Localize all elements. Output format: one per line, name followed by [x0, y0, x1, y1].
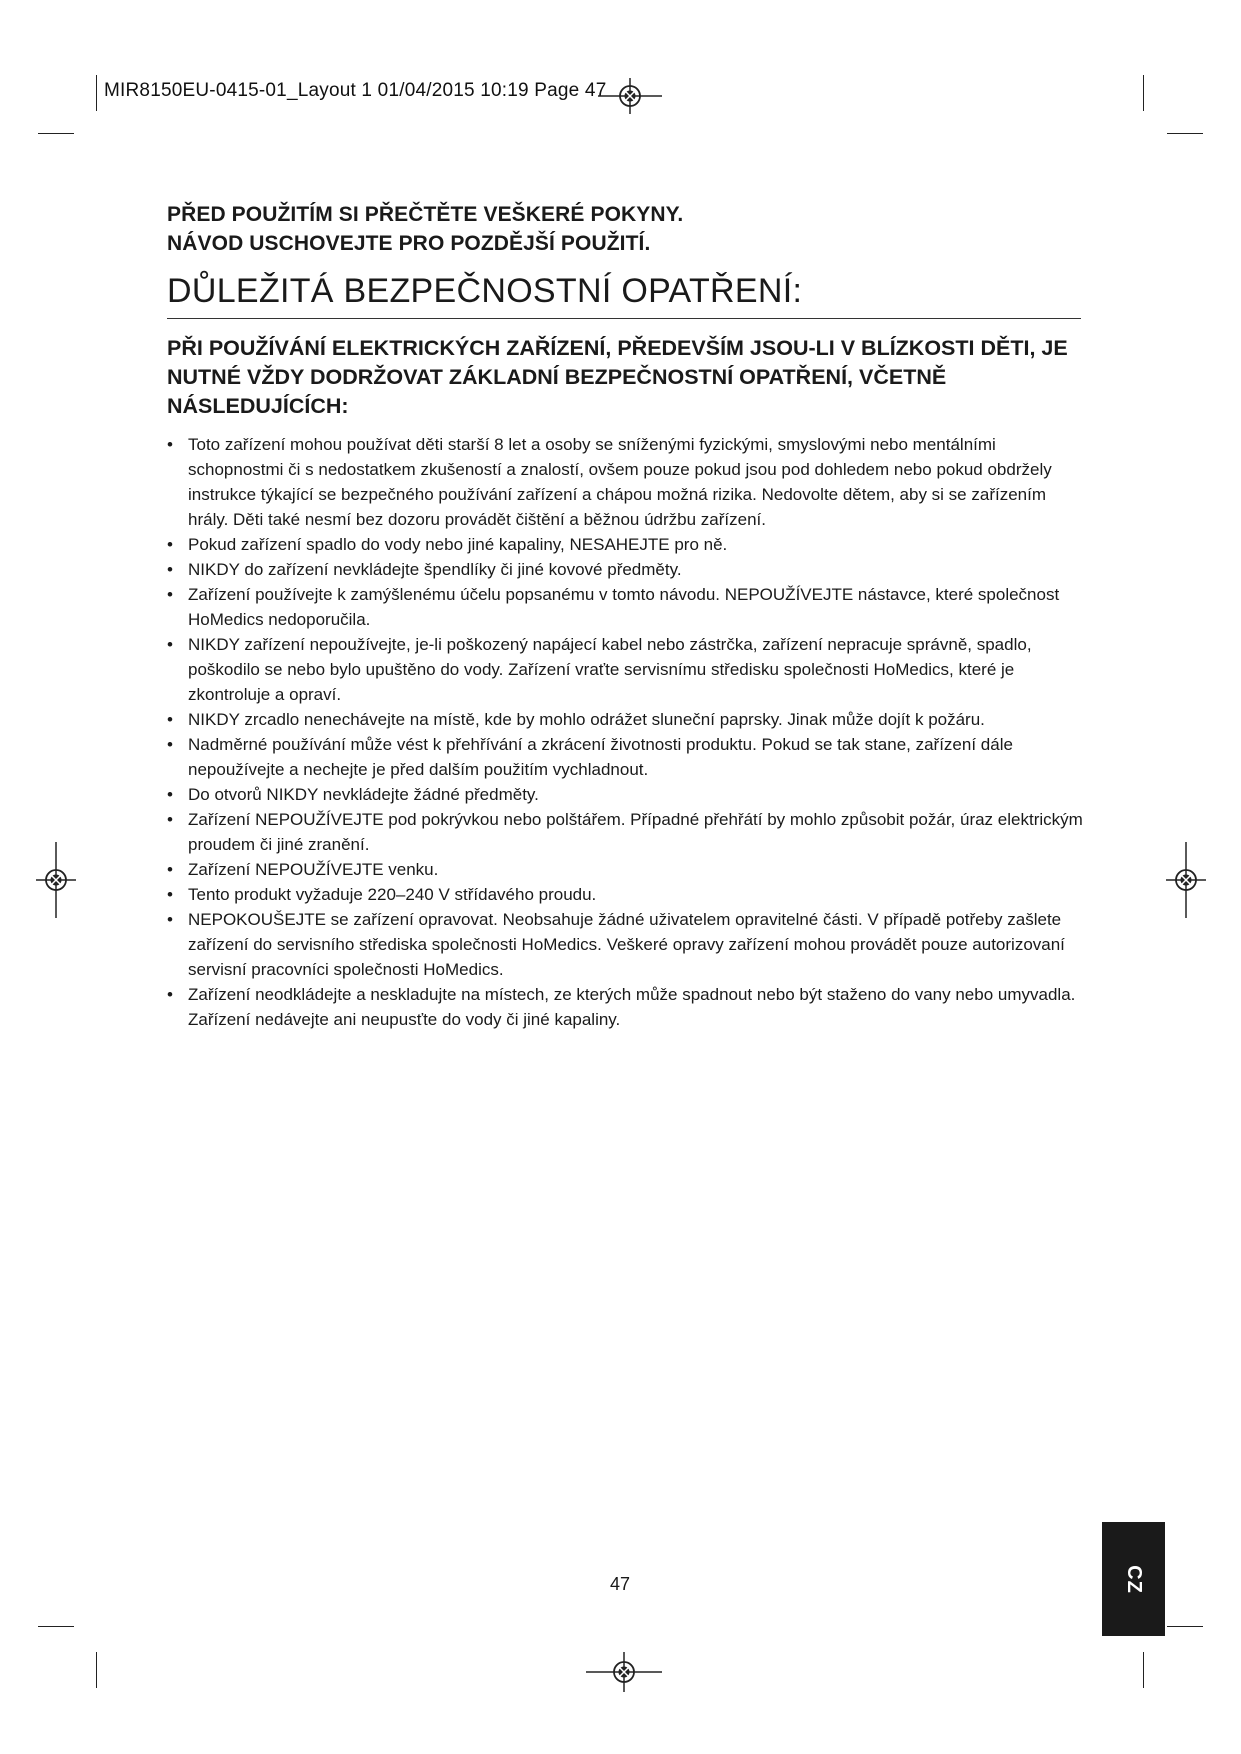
list-item — [167, 857, 1087, 882]
warning-text: Tento produkt vyžaduje 220–240 V střídavého proudu. — [188, 885, 597, 904]
list-item — [167, 807, 1087, 857]
registration-mark-left-icon — [36, 842, 76, 918]
warning-text: NEPOKOUŠEJTE se zařízení opravovat. Neobsahuje žádné uživatelem opravitelné části. V případě potřeby zašlete zařízení do servisního střediska společnosti HoMedics. Veškeré opravy zařízení mohou provádět pouze autorizovaní servisní pracovníci společnosti HoMedics. — [188, 910, 1065, 979]
bullet-icon: • — [167, 635, 173, 654]
bullet-icon: • — [167, 560, 173, 579]
list-item — [167, 432, 1087, 532]
warning-text: NIKDY zařízení nepoužívejte, je-li poškozený napájecí kabel nebo zástrčka, zařízení nepracuje správně, spadlo, poškodilo se nebo bylo upuštěno do vody. Zařízení vraťte servisnímu středisku společnosti HoMedics, které je zkontroluje a opraví. — [188, 635, 1032, 704]
page-title: DŮLEŽITÁ BEZPEČNOSTNÍ OPATŘENÍ: — [167, 272, 803, 310]
warning-text: Zařízení používejte k zamýšlenému účelu popsanému v tomto návodu. NEPOUŽÍVEJTE nástavce, které společnost HoMedics nedoporučila. — [188, 585, 1060, 629]
warnings-list — [167, 432, 1087, 1032]
list-item — [167, 707, 1087, 732]
registration-mark-bottom-icon — [586, 1652, 662, 1692]
bullet-icon: • — [167, 860, 173, 879]
printer-slug: MIR8150EU-0415-01_Layout 1 01/04/2015 10:19 Page 47 — [104, 80, 607, 101]
crop-mark-top-right-vertical — [1143, 75, 1144, 111]
bullet-icon: • — [167, 735, 173, 754]
list-item — [167, 557, 1087, 582]
list-item — [167, 782, 1087, 807]
list-item — [167, 882, 1087, 907]
list-item — [167, 732, 1087, 782]
bullet-icon: • — [167, 985, 173, 1004]
crop-mark-top-right-horizontal — [1167, 133, 1203, 134]
crop-mark-bottom-right-vertical — [1143, 1652, 1144, 1688]
safety-subheading: PŘI POUŽÍVÁNÍ ELEKTRICKÝCH ZAŘÍZENÍ, PŘEDEVŠÍM JSOU-LI V BLÍZKOSTI DĚTI, JE NUTNÉ VŽDY DODRŽOVAT ZÁKLADNÍ BEZPEČNOSTNÍ OPATŘENÍ, VČETNĚ NÁSLEDUJÍCÍCH: — [167, 336, 1068, 418]
warning-text: NIKDY zrcadlo nenechávejte na místě, kde by mohlo odrážet sluneční paprsky. Jinak může dojít k požáru. — [188, 710, 985, 729]
title-divider — [167, 318, 1081, 319]
warning-text: Zařízení NEPOUŽÍVEJTE pod pokrývkou nebo polštářem. Případné přehřátí by mohlo způsobit požár, úraz elektrickým proudem či jiné zranění. — [188, 810, 1083, 854]
crop-mark-bottom-left-vertical — [96, 1652, 97, 1688]
list-item — [167, 582, 1087, 632]
page-number: 47 — [609, 1574, 631, 1594]
bullet-icon: • — [167, 710, 173, 729]
intro-line-keep-manual: NÁVOD USCHOVEJTE PRO POZDĚJŠÍ POUŽITÍ. — [167, 232, 651, 255]
intro-line-read-all: PŘED POUŽITÍM SI PŘEČTĚTE VEŠKERÉ POKYNY. — [167, 203, 684, 226]
warning-text: NIKDY do zařízení nevkládejte špendlíky či jiné kovové předměty. — [188, 560, 682, 579]
language-code: CZ — [1122, 1564, 1145, 1594]
bullet-icon: • — [167, 535, 173, 554]
list-item — [167, 907, 1087, 982]
list-item — [167, 982, 1087, 1032]
crop-mark-top-left-horizontal — [38, 133, 74, 134]
warning-text: Zařízení NEPOUŽÍVEJTE venku. — [188, 860, 439, 879]
list-item — [167, 632, 1087, 707]
registration-mark-top-icon — [598, 76, 662, 116]
bullet-icon: • — [167, 885, 173, 904]
warning-text: Do otvorů NIKDY nevkládejte žádné předměty. — [188, 785, 539, 804]
language-tab — [1102, 1522, 1165, 1636]
bullet-icon: • — [167, 810, 173, 829]
bullet-icon: • — [167, 435, 173, 454]
bullet-icon: • — [167, 785, 173, 804]
intro-instructions — [167, 200, 683, 258]
bullet-icon: • — [167, 585, 173, 604]
warning-text: Pokud zařízení spadlo do vody nebo jiné kapaliny, NESAHEJTE pro ně. — [188, 535, 728, 554]
bullet-icon: • — [167, 910, 173, 929]
warning-text: Nadměrné používání může vést k přehřívání a zkrácení životnosti produktu. Pokud se tak stane, zařízení dále nepoužívejte a nechejte je před dalším použitím vychladnout. — [188, 735, 1013, 779]
registration-mark-right-icon — [1166, 842, 1206, 918]
warning-text: Zařízení neodkládejte a neskladujte na místech, ze kterých může spadnout nebo být staženo do vany nebo umyvadla. Zařízení nedávejte ani neupusťte do vody či jiné kapaliny. — [188, 985, 1076, 1029]
warning-text: Toto zařízení mohou používat děti starší 8 let a osoby se sníženými fyzickými, smyslovými nebo mentálními schopnostmi či s nedostatkem zkušeností a znalostí, ovšem pouze pokud jsou pod dohledem nebo pokud obdržely instrukce týkající se bezpečného používání zařízení a chápou možná rizika. Nedovolte dětem, aby si se zařízením hrály. Děti také nesmí bez dozoru provádět čištění a běžnou údržbu zařízení. — [188, 435, 1052, 529]
crop-mark-bottom-left-horizontal — [38, 1626, 74, 1627]
list-item — [167, 532, 1087, 557]
crop-mark-top-left-vertical — [96, 75, 97, 111]
crop-mark-bottom-right-horizontal — [1167, 1626, 1203, 1627]
